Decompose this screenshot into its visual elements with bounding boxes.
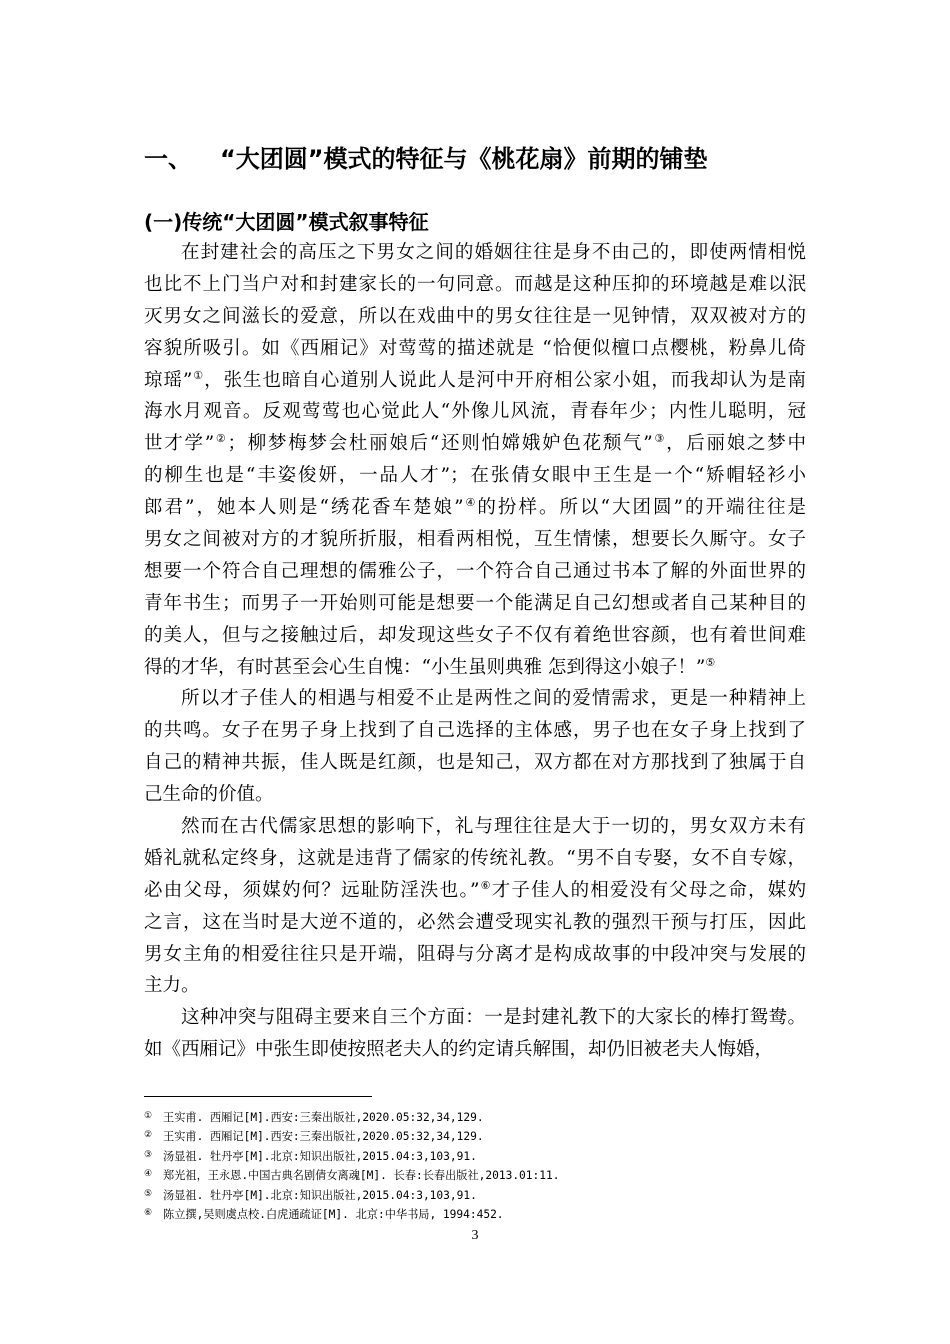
footnote [144, 1107, 806, 1126]
paragraph-line: 在封建社会的高压之下男女之间的婚姻往往是身不由己的，即使两情相悦 [181, 242, 806, 263]
paragraph-line: 如《西厢记》中张生即使按照老夫人的约定请兵解围，却仍旧被老夫人悔婚， [144, 1039, 774, 1061]
paragraph-line: 琼瑶”①，张生也暗自心道别人说此人是河中开府相公家小姐，而我却认为是南 [144, 368, 806, 391]
footnote-mark: ⑥ [144, 1207, 153, 1218]
footnote [144, 1146, 806, 1165]
paragraph-line: 所以才子佳人的相遇与相爱不止是两性之间的爱情需求，更是一种精神上 [181, 688, 806, 710]
footnote-mark: ④ [144, 1169, 153, 1180]
footnote-text: 陈立撰,吴则虞点校.白虎通疏证[M]. 北京:中华书局, 1994:452. [163, 1207, 504, 1221]
section-number: 一、 [144, 145, 192, 173]
footnote-mark: ⑤ [144, 1188, 153, 1199]
paragraph-line: 灭男女之间滋长的爱意，所以在戏曲中的男女往往是一见钟情，双双被对方的 [144, 305, 806, 327]
paragraph-line: 婚礼就私定终身，这就是违背了儒家的传统礼教。“男不自专娶，女不自专嫁， [144, 847, 806, 869]
footnote-mark: ① [144, 1111, 153, 1121]
footnote-text: 汤显祖. 牡丹亭[M].北京:知识出版社,2015.04:3,103,91. [163, 1149, 477, 1163]
paragraph-line: 这种冲突与阻碍主要来自三个方面：一是封建礼教下的大家长的棒打鸳鸯。 [181, 1007, 806, 1029]
footnote-text: 王实甫. 西厢记[M].西安:三秦出版社,2020.05:32,34,129. [163, 1111, 484, 1124]
section-heading [144, 141, 708, 177]
page-number: 3 [471, 1228, 479, 1243]
footnote-text: 郑光祖，王永恩.中国古典名剧倩女离魂[M]. 长春:长春出版社,2013.01:11. [163, 1169, 560, 1183]
footnote-ref[interactable]: ⑥ [479, 878, 492, 892]
paragraph-line: 的柳生也是“丰姿俊妍，一品人才”；在张倩女眼中王生是一个“矫帽轻衫小 [144, 465, 806, 487]
footnote-ref[interactable]: ④ [463, 496, 478, 510]
paragraph-line: 之言，这在当时是大逆不道的，必然会遭受现实礼教的强烈干预与打压，因此 [144, 911, 806, 933]
paragraph-line: 郎君”，她本人则是“绣花香车楚娘”④的扮样。所以“大团圆”的开端往往是 [144, 496, 806, 519]
paragraph-line: 的美人，但与之接触过后，却发现这些女子不仅有着绝世容颜，也有着世间难 [144, 624, 806, 646]
footnote [144, 1204, 806, 1223]
paragraph-line: 世才学”②；柳梦梅梦会杜丽娘后“还则怕嫦娥妒色花颓气”③，后丽娘之梦中 [144, 432, 806, 455]
paragraph-line: 容貌所吸引。如《西厢记》对莺莺的描述就是 “恰便似檀口点樱桃，粉鼻儿倚 [144, 337, 806, 359]
footnote [144, 1165, 806, 1184]
footnote-mark: ② [144, 1130, 153, 1141]
paragraph-line: 男女之间被对方的才貌所折服，相看两相悦，互生情愫，想要长久厮守。女子 [144, 529, 806, 551]
paragraph-line: 青年书生；而男子一开始则可能是想要一个能满足自己幻想或者自己某种目的 [144, 592, 806, 614]
footnote-ref[interactable]: ① [192, 368, 205, 382]
paragraph-line: 必由父母，须媒妁何？远耻防淫泆也。”⑥才子佳人的相爱没有父母之命，媒妁 [144, 878, 806, 901]
paragraph-line: 海水月观音。反观莺莺也心觉此人“外像儿风流，青春年少；内性儿聪明，冠 [144, 401, 806, 423]
paragraph-line: 得的才华，有时甚至会心生自愧：“小生虽则典雅 怎到得这小娘子！”⑤ [144, 655, 716, 678]
section-title: “大团圆”模式的特征与《桃花扇》前期的铺垫 [220, 145, 708, 173]
paragraph-line: 的共鸣。女子在男子身上找到了自己选择的主体感，男子也在女子身上找到了 [144, 720, 806, 742]
footnote-text: 汤显祖. 牡丹亭[M].北京:知识出版社,2015.04:3,103,91. [163, 1188, 477, 1202]
footnote-ref[interactable]: ③ [652, 432, 667, 446]
footnote-ref[interactable]: ② [214, 432, 228, 446]
footnote [144, 1126, 806, 1145]
paragraph-line: 主力。 [144, 975, 200, 997]
paragraph-line: 想要一个符合自己理想的儒雅公子，一个符合自己通过书本了解的外面世界的 [144, 560, 806, 582]
footnote-text: 王实甫. 西厢记[M].西安:三秦出版社,2020.05:32,34,129. [163, 1130, 484, 1144]
paragraph-line: 己生命的价值。 [144, 784, 274, 806]
footnote-ref[interactable]: ⑤ [705, 655, 716, 669]
subsection-heading: (一)传统“大团圆”模式叙事特征 [144, 210, 429, 234]
paragraph-line: 男女主角的相爱往往只是开端，阻碍与分离才是构成故事的中段冲突与发展的 [144, 943, 806, 965]
footnotes [144, 1107, 806, 1223]
footnote-mark: ③ [144, 1149, 153, 1160]
paragraph-line: 然而在古代儒家思想的影响下，礼与理往往是大于一切的，男女双方未有 [181, 816, 806, 838]
body-text [144, 237, 806, 1066]
paragraph-line: 也比不上门当户对和封建家长的一句同意。而越是这种压抑的环境越是难以泯 [144, 273, 806, 295]
footnote [144, 1185, 806, 1204]
footnote-separator [144, 1096, 372, 1097]
paragraph-line: 自己的精神共振，佳人既是红颜，也是知己，双方都在对方那找到了独属于自 [144, 752, 806, 774]
